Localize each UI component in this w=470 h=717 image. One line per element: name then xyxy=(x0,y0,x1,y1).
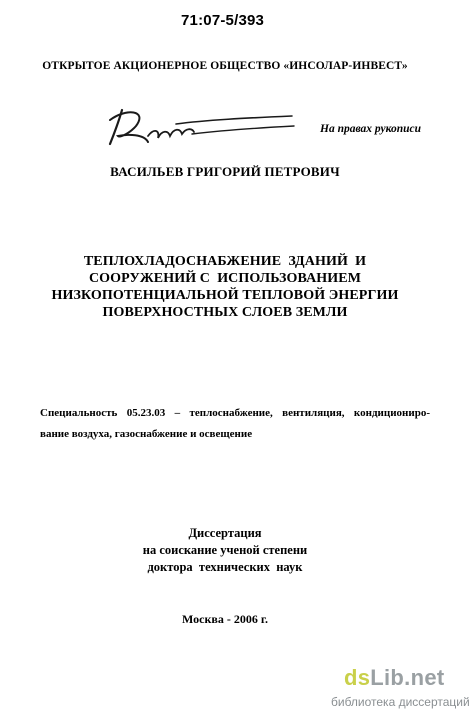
rights-note: На правах рукописи xyxy=(320,123,422,135)
specialty-line-2: вание воздуха, газоснабжение и освещение xyxy=(40,428,253,440)
degree-statement xyxy=(0,525,450,576)
title-line: ТЕПЛОХЛАДОСНАБЖЕНИЕ ЗДАНИЙ И xyxy=(83,254,367,269)
registration-number: 71:07-5/393 xyxy=(181,12,265,29)
title-line: ПОВЕРХНОСТНЫХ СЛОЕВ ЗЕМЛИ xyxy=(102,305,348,320)
title-line: НИЗКОПОТЕНЦИАЛЬНОЙ ТЕПЛОВОЙ ЭНЕРГИИ xyxy=(51,288,399,303)
dslib-watermark xyxy=(322,663,470,717)
degree-line: на соискание ученой степени xyxy=(142,543,308,557)
dissertation-title xyxy=(0,253,450,321)
specialty-block xyxy=(40,403,430,445)
specialty-word: вентиляция, xyxy=(282,407,345,419)
dslib-logo xyxy=(344,665,444,691)
watermark-subtitle: библиотека диссертаций xyxy=(331,695,470,709)
specialty-line-1 xyxy=(40,403,430,424)
specialty-word: кондициониро- xyxy=(353,407,430,419)
title-line: СООРУЖЕНИЙ С ИСПОЛЬЗОВАНИЕМ xyxy=(88,271,362,286)
logo-rest: Lib.net xyxy=(370,665,445,690)
specialty-word: Специальность xyxy=(40,407,118,419)
organization-name: ОТКРЫТОЕ АКЦИОНЕРНОЕ ОБЩЕСТВО «ИНСОЛАР-ИНВЕСТ» xyxy=(42,60,408,72)
specialty-word: теплоснабжение, xyxy=(189,407,273,419)
place-and-year: Москва - 2006 г. xyxy=(182,612,268,626)
specialty-dash: – xyxy=(174,407,181,419)
logo-prefix: ds xyxy=(344,665,371,690)
author-name: ВАСИЛЬЕВ ГРИГОРИЙ ПЕТРОВИЧ xyxy=(110,164,340,179)
handwritten-signature xyxy=(96,100,296,148)
specialty-code: 05.23.03 xyxy=(126,407,166,419)
degree-line: доктора технических наук xyxy=(147,560,303,574)
degree-line: Диссертация xyxy=(188,526,262,540)
